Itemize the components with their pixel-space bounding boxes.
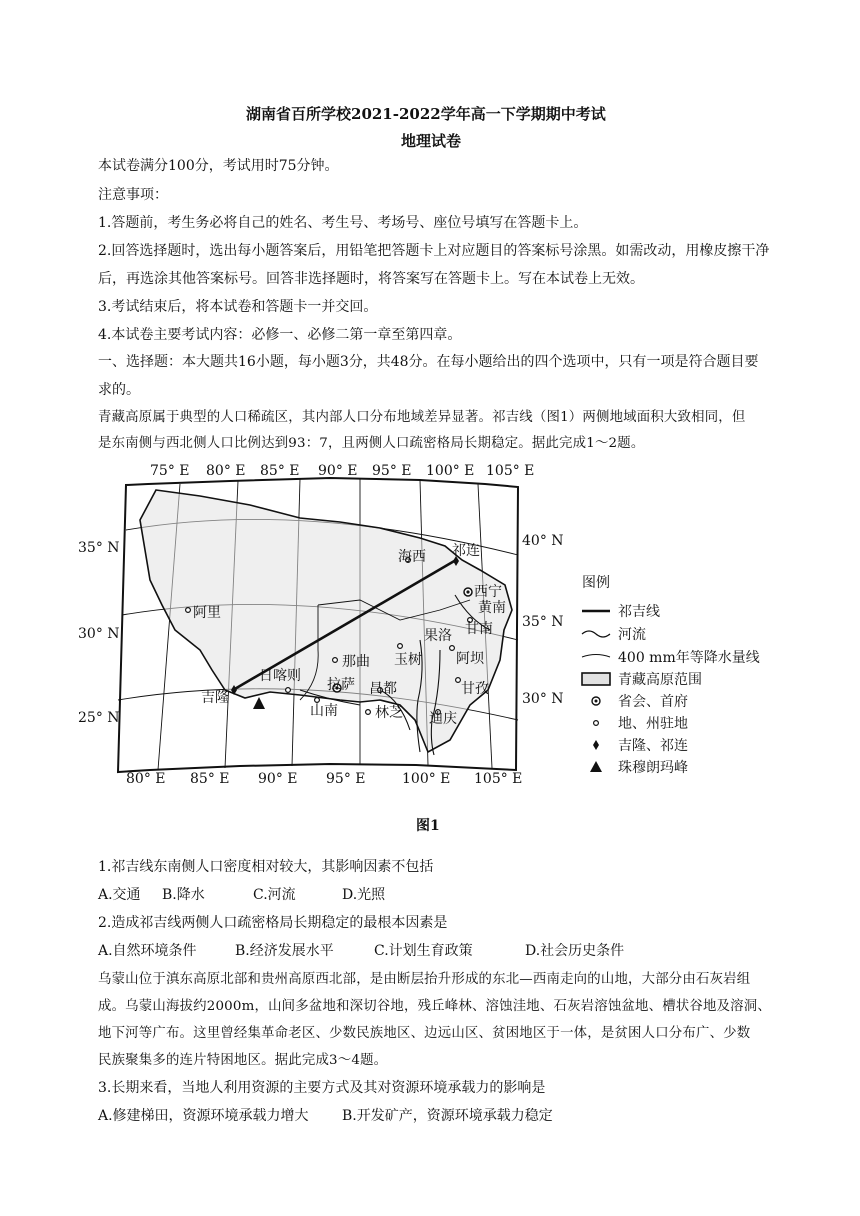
label-gannan: 甘南	[465, 621, 493, 637]
passage1-line2: 是东南侧与西北侧人口比例达到93：7，且两侧人口疏密格局长期稳定。据此完成1～2题。	[98, 436, 645, 451]
passage2-line2: 成。乌蒙山海拔约2000m，山间多盆地和深切谷地，残丘峰林、溶蚀洼地、石灰岩溶蚀盆地、槽状谷地及溶洞、	[98, 999, 771, 1014]
lon-bottom-95: 95° E	[326, 771, 366, 787]
lon-top-100: 100° E	[426, 463, 475, 479]
q2-option-c: C.计划生育政策	[374, 943, 473, 959]
notice-2b: 后，再选涂其他答案标号。回答非选择题时，将答案写在答题卡上。写在本试卷上无效。	[98, 271, 644, 287]
legend-plateau: 青藏高原范围	[618, 672, 702, 688]
legend-jilong-qilian: 吉隆、祁连	[618, 738, 688, 754]
passage1-line1: 青藏高原属于典型的人口稀疏区，其内部人口分布地域差异显著。祁吉线（图1）两侧地域面积大致相同，但	[98, 410, 746, 425]
label-qilian: 祁连	[452, 543, 480, 559]
label-lasa: 拉萨	[327, 677, 355, 693]
lon-top-80: 80° E	[206, 463, 246, 479]
passage2-line3: 地下河等广布。这里曾经集革命老区、少数民族地区、边远山区、贫困地区于一体，是贫困人口分布广、少数	[98, 1026, 751, 1041]
legend-prefecture: 地、州驻地	[618, 716, 688, 732]
section-heading-b: 求的。	[98, 382, 140, 398]
legend-isohyet: 400 mm年等降水量线	[618, 650, 760, 666]
question-3-stem: 3.长期来看，当地人利用资源的主要方式及其对资源环境承载力的影响是	[98, 1080, 546, 1096]
lat-left-35: 35° N	[78, 540, 120, 556]
exam-subtitle: 地理试卷	[401, 132, 462, 150]
label-diqing: 迪庆	[429, 711, 457, 727]
q3-option-b: B.开发矿产，资源环境承载力稳定	[342, 1108, 553, 1124]
lon-top-85: 85° E	[260, 463, 300, 479]
lat-right-35: 35° N	[522, 614, 564, 630]
legend-everest: 珠穆朗玛峰	[618, 760, 688, 776]
label-rikaze: 日喀则	[259, 668, 301, 684]
legend-capital: 省会、首府	[618, 694, 688, 710]
lon-bottom-105: 105° E	[474, 771, 523, 787]
lat-left-30: 30° N	[78, 626, 120, 642]
lon-bottom-90: 90° E	[258, 771, 298, 787]
notice-4: 4.本试卷主要考试内容：必修一、必修二第一章至第四章。	[98, 327, 462, 343]
label-aba: 阿坝	[456, 651, 484, 667]
passage2-line1: 乌蒙山位于滇东高原北部和贵州高原西北部，是由断层抬升形成的东北—西南走向的山地，大部分由石灰岩组	[98, 972, 751, 987]
passage2-line4: 民族聚集多的连片特困地区。据此完成3～4题。	[98, 1053, 388, 1068]
q1-option-b: B.降水	[162, 887, 205, 903]
q1-option-d: D.光照	[342, 887, 386, 903]
label-jilong: 吉隆	[201, 690, 229, 706]
q2-option-a: A.自然环境条件	[98, 943, 197, 959]
lon-bottom-80: 80° E	[126, 771, 166, 787]
q3-option-a: A.修建梯田，资源环境承载力增大	[98, 1108, 309, 1124]
map-legend	[582, 575, 760, 776]
score-line: 本试卷满分100分，考试用时75分钟。	[98, 158, 339, 174]
lon-top-90: 90° E	[318, 463, 358, 479]
q1-option-a: A.交通	[98, 887, 141, 903]
label-yushu: 玉树	[394, 652, 422, 668]
notice-2a: 2.回答选择题时，选出每小题答案后，用铅笔把答题卡上对应题目的答案标号涂黑。如需改动，用橡皮擦干净	[98, 243, 770, 259]
label-changdu: 昌都	[369, 681, 397, 697]
lon-bottom-100: 100° E	[402, 771, 451, 787]
lat-right-30: 30° N	[522, 691, 564, 707]
label-shannan: 山南	[310, 703, 338, 719]
question-2-stem: 2.造成祁吉线两侧人口疏密格局长期稳定的最根本因素是	[98, 915, 448, 931]
figure-caption: 图1	[416, 818, 440, 834]
legend-river: 河流	[618, 627, 646, 643]
question-1-stem: 1.祁吉线东南侧人口密度相对较大，其影响因素不包括	[98, 859, 434, 875]
label-xining: 西宁	[474, 584, 502, 600]
legend-qiji: 祁吉线	[618, 604, 660, 620]
q1-option-c: C.河流	[253, 887, 296, 903]
section-heading-a: 一、选择题：本大题共16小题，每小题3分，共48分。在每小题给出的四个选项中，只有一项是符合题目要	[98, 354, 759, 370]
q2-option-b: B.经济发展水平	[235, 943, 334, 959]
lon-bottom-85: 85° E	[190, 771, 230, 787]
label-naqu: 那曲	[342, 654, 370, 670]
label-guoluo: 果洛	[424, 628, 452, 644]
notice-3: 3.考试结束后，将本试卷和答题卡一并交回。	[98, 299, 378, 315]
lon-top-105: 105° E	[486, 463, 535, 479]
q2-option-d: D.社会历史条件	[525, 943, 625, 959]
lon-top-95: 95° E	[372, 463, 412, 479]
label-huangnan: 黄南	[478, 600, 506, 616]
label-ganzi: 甘孜	[461, 681, 489, 697]
label-ali: 阿里	[193, 605, 221, 621]
lat-right-40: 40° N	[522, 533, 564, 549]
notice-heading: 注意事项：	[98, 187, 168, 203]
label-linzhi: 林芝	[375, 705, 403, 721]
lon-top-75: 75° E	[150, 463, 190, 479]
legend-title: 图例	[582, 575, 610, 591]
label-haixi: 海西	[398, 549, 426, 565]
exam-title: 湖南省百所学校2021-2022学年高一下学期期中考试	[246, 105, 606, 123]
notice-1: 1.答题前，考生务必将自己的姓名、考生号、考场号、座位号填写在答题卡上。	[98, 215, 588, 231]
everest-marker	[253, 697, 265, 709]
lat-left-25: 25° N	[78, 710, 120, 726]
